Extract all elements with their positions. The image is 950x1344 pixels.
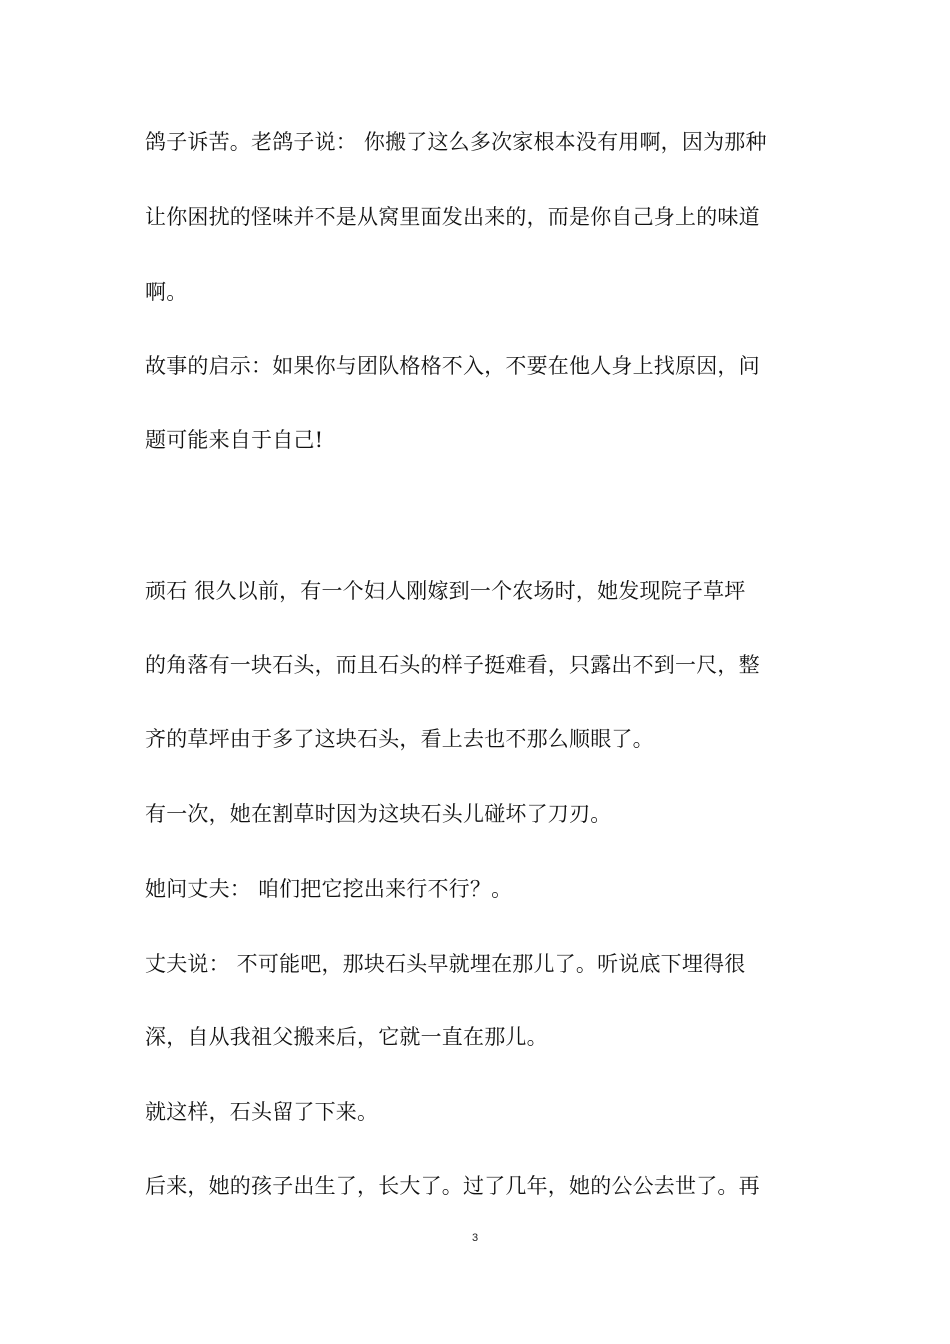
text-line: 顽石 很久以前，有一个妇人刚嫁到一个农场时，她发现院子草坪 [145, 579, 746, 603]
text-line: 就这样，石头留了下来。 [145, 1100, 379, 1124]
text-line: 的角落有一块石头，而且石头的样子挺难看，只露出不到一尺，整 [145, 653, 760, 677]
text-line: 她问丈夫： 咱们把它挖出来行不行？。 [145, 877, 513, 901]
text-line: 让你困扰的怪味并不是从窝里面发出来的，而是你自己身上的味道 [145, 205, 760, 229]
text-line: 故事的启示：如果你与团队格格不入，不要在他人身上找原因，问 [145, 354, 760, 378]
text-line: 丈夫说： 不可能吧，那块石头早就埋在那儿了。听说底下埋得很 [145, 952, 746, 976]
text-line: 有一次，她在割草时因为这块石头儿碰坏了刀刃。 [145, 802, 612, 826]
text-line: 题可能来自于自己! [145, 428, 324, 452]
text-line: 啊。 [145, 280, 188, 304]
text-line: 后来，她的孩子出生了，长大了。过了几年，她的公公去世了。再 [145, 1174, 760, 1198]
text-line: 鸽子诉苦。老鸽子说： 你搬了这么多次家根本没有用啊，因为那种 [145, 130, 767, 154]
text-line: 齐的草坪由于多了这块石头，看上去也不那么顺眼了。 [145, 727, 654, 751]
text-line: 深，自从我祖父搬来后，它就一直在那儿。 [145, 1025, 548, 1049]
page-number: 3 [471, 1232, 479, 1244]
